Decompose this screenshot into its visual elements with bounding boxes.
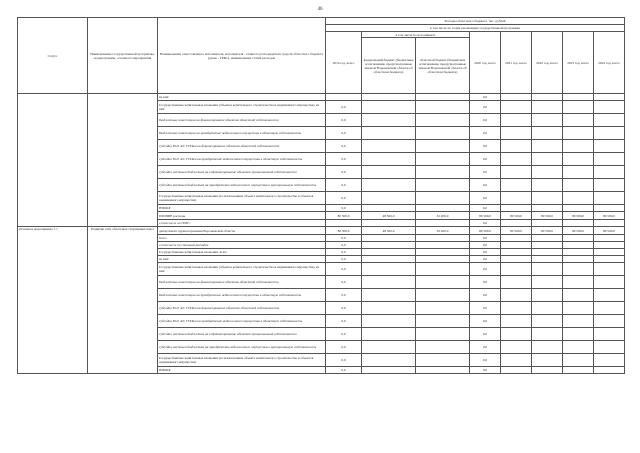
header-program: Наименование государственной программы, подпрограммы, основного мероприятия <box>88 18 158 94</box>
header-including: в том числе по источникам: <box>362 32 470 38</box>
main-event-status: Основное мероприятие 7.1 <box>18 227 88 374</box>
cell-fed <box>362 127 416 140</box>
cell-reg <box>416 263 470 276</box>
cell-fed: 48 300,0 <box>362 212 416 220</box>
header-total-2019: 2019 год, всего <box>326 32 362 94</box>
cell-v2019: 0,0 <box>326 315 362 328</box>
cell-reg <box>416 166 470 179</box>
cell-v2020: 0,0 <box>470 166 501 179</box>
cell-v2023 <box>563 249 594 256</box>
cell-v2024: 80 500,0 <box>594 212 625 220</box>
cell-v2023 <box>563 328 594 341</box>
cell-fed <box>362 341 416 354</box>
row-label: Государственные капитальные вложения (объекты капитального строительства и недвижимого имущества), из них: <box>158 101 326 114</box>
header-executor: Наименование ответственного исполнителя, исполнителя - главного распорядителя средств областного бюджета (далее - ГРБС), наименование статей расходов <box>158 18 326 94</box>
cell-v2022 <box>532 153 563 166</box>
header-year-2022: 2022 год, всего <box>532 32 563 94</box>
cell-v2022 <box>532 140 563 153</box>
cell-reg <box>416 94 470 101</box>
cell-v2022 <box>532 256 563 263</box>
cell-v2019: 80 500,0 <box>326 227 362 235</box>
cell-v2024 <box>594 179 625 192</box>
cell-v2020: 0,0 <box>470 341 501 354</box>
cell-v2021 <box>501 263 532 276</box>
cell-v2024 <box>594 302 625 315</box>
cell-fed <box>362 192 416 205</box>
row-label: всего <box>158 235 326 242</box>
cell-fed <box>362 205 416 212</box>
cell-v2020: 80 500,0 <box>470 227 501 235</box>
row-label: субсидии местным бюджетам на приобретение недвижимого имущества в муниципальную собственность <box>158 341 326 354</box>
cell-v2022 <box>532 235 563 242</box>
cell-v2019: 0,0 <box>326 205 362 212</box>
cell-v2021 <box>501 220 532 227</box>
cell-v2021 <box>501 242 532 249</box>
cell-v2023 <box>563 235 594 242</box>
cell-v2023 <box>563 94 594 101</box>
cell-v2022 <box>532 114 563 127</box>
cell-fed <box>362 289 416 302</box>
cell-v2021 <box>501 114 532 127</box>
cell-v2020: 80 500,0 <box>470 212 501 220</box>
cell-v2020: 0,0 <box>470 263 501 276</box>
row-label: субсидии местным бюджетам на софинансирование объектов муниципальной собственности <box>158 328 326 341</box>
cell-v2022 <box>532 179 563 192</box>
cell-v2019: 0,0 <box>326 249 362 256</box>
cell-v2024 <box>594 249 625 256</box>
cell-v2022 <box>532 302 563 315</box>
cell-reg <box>416 276 470 289</box>
cell-v2019: 0,0 <box>326 153 362 166</box>
cell-v2020: 0,0 <box>470 249 501 256</box>
cell-v2024 <box>594 315 625 328</box>
cell-v2019: 80 500,0 <box>326 212 362 220</box>
cell-v2022 <box>532 315 563 328</box>
cell-v2021 <box>501 166 532 179</box>
cell-v2020: 0,0 <box>470 289 501 302</box>
row-label: ПРОЧИЕ расходы <box>158 212 326 220</box>
cell-v2022 <box>532 192 563 205</box>
row-label: Государственные капитальные вложения (объекты капитального строительства и недвижимого имущества), из них: <box>158 263 326 276</box>
cell-v2023 <box>563 242 594 249</box>
cell-reg <box>416 235 470 242</box>
cell-v2024 <box>594 367 625 374</box>
cell-v2024 <box>594 276 625 289</box>
cell-v2021 <box>501 276 532 289</box>
cell-fed <box>362 249 416 256</box>
cell-v2024 <box>594 242 625 249</box>
cell-v2019: 0,0 <box>326 166 362 179</box>
cell-v2024 <box>594 235 625 242</box>
cell-v2020: 0,0 <box>470 220 501 227</box>
cell-v2023 <box>563 114 594 127</box>
cell-v2024 <box>594 114 625 127</box>
cell-v2021 <box>501 153 532 166</box>
cell-v2019: 0,0 <box>326 114 362 127</box>
cell-v2019: 0,0 <box>326 328 362 341</box>
cell-v2023 <box>563 127 594 140</box>
cell-reg <box>416 220 470 227</box>
cell-v2020: 0,0 <box>470 127 501 140</box>
cell-v2019: 0,0 <box>326 127 362 140</box>
cell-reg <box>416 367 470 374</box>
cell-v2023 <box>563 166 594 179</box>
cell-reg <box>416 328 470 341</box>
cell-v2021 <box>501 341 532 354</box>
cell-v2020: 0,0 <box>470 315 501 328</box>
cell-v2021 <box>501 249 532 256</box>
cell-v2020: 0,0 <box>470 367 501 374</box>
cell-v2023 <box>563 354 594 367</box>
cell-v2022 <box>532 289 563 302</box>
cell-v2024 <box>594 256 625 263</box>
row-label: субсидии ЮЛ, АУ, ГУПам на приобретение недвижимого имущества в областную собственность <box>158 315 326 328</box>
row-label: Государственные капитальные вложения (за исключением объекта капитального строительства и объектов недвижимого имущества) <box>158 354 326 367</box>
cell-reg <box>416 242 470 249</box>
header-by-years: в том числе по годам реализации государственной программы <box>326 25 625 32</box>
cell-v2023 <box>563 315 594 328</box>
row-label: в том числе по статьям расходов <box>158 242 326 249</box>
header-year-2021: 2021 год, всего <box>501 32 532 94</box>
cell-v2024 <box>594 153 625 166</box>
cell-reg <box>416 192 470 205</box>
cell-v2019: 0,0 <box>326 354 362 367</box>
cell-v2024 <box>594 205 625 212</box>
cell-v2021 <box>501 205 532 212</box>
cell-v2022 <box>532 94 563 101</box>
cell-v2021 <box>501 367 532 374</box>
cell-v2024 <box>594 101 625 114</box>
cell-reg <box>416 302 470 315</box>
cell-v2020: 0,0 <box>470 256 501 263</box>
cell-v2021 <box>501 235 532 242</box>
cell-v2021 <box>501 94 532 101</box>
row-label: в том числе по ГРБС: <box>158 220 326 227</box>
cell-v2022 <box>532 166 563 179</box>
row-label: субсидии местным бюджетам на приобретение недвижимого имущества в муниципальную собственность <box>158 179 326 192</box>
header-year-2020: 2020 год, всего <box>470 32 501 94</box>
cell-v2020: 0,0 <box>470 235 501 242</box>
cell-v2021 <box>501 302 532 315</box>
cell-v2019: 0,0 <box>326 192 362 205</box>
cell-v2021 <box>501 140 532 153</box>
cell-v2019: 0,0 <box>326 341 362 354</box>
page-number: 46 <box>317 7 323 12</box>
row-label: субсидии местным бюджетам на софинансирование объектов муниципальной собственности <box>158 166 326 179</box>
cell-reg <box>416 101 470 114</box>
row-label: субсидии ЮЛ, АУ, ГУПам на финансирование объектов областной собственности <box>158 140 326 153</box>
cell-v2022 <box>532 249 563 256</box>
cell-v2024 <box>594 263 625 276</box>
row-label: Государственные капитальные вложения, всего <box>158 249 326 256</box>
cell-v2023 <box>563 205 594 212</box>
row-label: субсидии ЮЛ, АУ, ГУПам на приобретение недвижимого имущества в областную собственность <box>158 153 326 166</box>
status-cell <box>18 94 88 227</box>
cell-v2022 <box>532 242 563 249</box>
cell-fed: 48 300,0 <box>362 227 416 235</box>
cell-fed <box>362 220 416 227</box>
cell-reg: 32 200,0 <box>416 212 470 220</box>
cell-v2020: 0,0 <box>470 354 501 367</box>
cell-v2022 <box>532 101 563 114</box>
cell-v2019: 0,0 <box>326 140 362 153</box>
cell-v2024 <box>594 192 625 205</box>
cell-v2022: 80 500,0 <box>532 227 563 235</box>
cell-fed <box>362 166 416 179</box>
cell-reg <box>416 289 470 302</box>
header-federal: федеральный бюджет (бюджетные ассигнования, предусмотренные законом Воронежской области об областном бюджете) <box>362 38 416 94</box>
cell-v2021 <box>501 101 532 114</box>
cell-v2023: 80 500,0 <box>563 227 594 235</box>
cell-reg <box>416 205 470 212</box>
cell-v2020: 0,0 <box>470 179 501 192</box>
cell-v2019: 0,0 <box>326 101 362 114</box>
cell-v2023 <box>563 256 594 263</box>
cell-v2021 <box>501 315 532 328</box>
cell-v2020: 0,0 <box>470 140 501 153</box>
cell-v2022: 80 500,0 <box>532 212 563 220</box>
row-label: НИОКР <box>158 205 326 212</box>
cell-v2020: 0,0 <box>470 101 501 114</box>
header-expenses-title: Расходы областного бюджета, тыс. рублей <box>326 18 625 25</box>
cell-v2024 <box>594 127 625 140</box>
cell-v2023: 80 500,0 <box>563 212 594 220</box>
cell-v2020: 0,0 <box>470 153 501 166</box>
cell-v2023 <box>563 140 594 153</box>
cell-v2020: 0,0 <box>470 192 501 205</box>
cell-v2024 <box>594 328 625 341</box>
cell-v2024 <box>594 341 625 354</box>
cell-v2019: 0,0 <box>326 256 362 263</box>
cell-reg <box>416 354 470 367</box>
cell-v2019: 0,0 <box>326 242 362 249</box>
cell-v2020: 0,0 <box>470 276 501 289</box>
row-label: Бюджетные инвестиции на приобретение недвижимого имущества в областную собственность <box>158 127 326 140</box>
cell-v2023 <box>563 276 594 289</box>
cell-fed <box>362 242 416 249</box>
cell-v2023 <box>563 263 594 276</box>
cell-v2021 <box>501 256 532 263</box>
cell-v2021 <box>501 127 532 140</box>
cell-v2020: 0,0 <box>470 205 501 212</box>
cell-v2019: 0,0 <box>326 263 362 276</box>
cell-v2023 <box>563 341 594 354</box>
cell-v2021 <box>501 179 532 192</box>
cell-v2023 <box>563 302 594 315</box>
cell-v2021 <box>501 354 532 367</box>
cell-v2024 <box>594 166 625 179</box>
cell-v2019: 0,0 <box>326 179 362 192</box>
cell-v2019 <box>326 220 362 227</box>
cell-reg <box>416 179 470 192</box>
cell-v2023 <box>563 289 594 302</box>
row-label: из них: <box>158 94 326 101</box>
cell-v2022 <box>532 263 563 276</box>
cell-fed <box>362 315 416 328</box>
cell-v2020: 0,0 <box>470 328 501 341</box>
header-regional: областной бюджет (бюджетные ассигнования, предусмотренные законом Воронежской области об областном бюджете) <box>416 38 470 94</box>
cell-reg <box>416 249 470 256</box>
header-status: Статус <box>18 18 88 94</box>
cell-fed <box>362 114 416 127</box>
cell-v2022 <box>532 205 563 212</box>
cell-reg <box>416 315 470 328</box>
cell-v2022 <box>532 341 563 354</box>
cell-reg <box>416 341 470 354</box>
cell-v2019: 0,0 <box>326 276 362 289</box>
cell-fed <box>362 354 416 367</box>
program-cell <box>88 94 158 227</box>
cell-fed <box>362 256 416 263</box>
cell-v2021: 80 500,0 <box>501 227 532 235</box>
cell-v2024 <box>594 140 625 153</box>
row-label: из них: <box>158 256 326 263</box>
cell-v2021: 80 500,0 <box>501 212 532 220</box>
cell-v2022 <box>532 328 563 341</box>
cell-v2023 <box>563 192 594 205</box>
row-label: субсидии ЮЛ, АУ, ГУПам на финансирование объектов областной собственности <box>158 302 326 315</box>
cell-fed <box>362 302 416 315</box>
cell-v2020: 0,0 <box>470 242 501 249</box>
cell-v2020: 0,0 <box>470 114 501 127</box>
cell-fed <box>362 367 416 374</box>
table-row <box>18 227 625 235</box>
cell-v2022 <box>532 354 563 367</box>
cell-v2023 <box>563 220 594 227</box>
cell-v2023 <box>563 367 594 374</box>
cell-reg: 32 200,0 <box>416 227 470 235</box>
cell-fed <box>362 94 416 101</box>
cell-fed <box>362 153 416 166</box>
cell-v2020: 0,0 <box>470 94 501 101</box>
cell-fed <box>362 235 416 242</box>
cell-v2021 <box>501 289 532 302</box>
cell-fed <box>362 263 416 276</box>
cell-reg <box>416 140 470 153</box>
cell-reg <box>416 127 470 140</box>
cell-v2019: 0,0 <box>326 289 362 302</box>
cell-v2020: 0,0 <box>470 302 501 315</box>
cell-v2024 <box>594 354 625 367</box>
row-label: Бюджетные инвестиции на финансирование объектов областной собственности <box>158 114 326 127</box>
cell-v2022 <box>532 127 563 140</box>
cell-v2019: 0,0 <box>326 235 362 242</box>
cell-fed <box>362 276 416 289</box>
cell-v2022 <box>532 367 563 374</box>
row-label: НИОКР <box>158 367 326 374</box>
cell-reg <box>416 114 470 127</box>
row-label: Бюджетные инвестиции на финансирование объектов областной собственности <box>158 276 326 289</box>
cell-v2023 <box>563 179 594 192</box>
row-label: Государственные капитальные вложения (за исключением объекта капитального строительства и объектов недвижимого имущества) <box>158 192 326 205</box>
budget-table <box>17 17 625 374</box>
table-row <box>18 94 625 101</box>
cell-v2023 <box>563 153 594 166</box>
cell-v2019: 0,0 <box>326 367 362 374</box>
cell-v2019 <box>326 94 362 101</box>
cell-v2022 <box>532 276 563 289</box>
cell-v2023 <box>563 101 594 114</box>
cell-reg <box>416 153 470 166</box>
cell-v2022 <box>532 220 563 227</box>
cell-v2024 <box>594 289 625 302</box>
cell-reg <box>416 256 470 263</box>
main-event-name: Развитие сети областных спортивных школ <box>88 227 158 374</box>
cell-v2021 <box>501 192 532 205</box>
cell-v2024 <box>594 220 625 227</box>
cell-fed <box>362 328 416 341</box>
cell-fed <box>362 101 416 114</box>
row-label: Бюджетные инвестиции на приобретение недвижимого имущества в областную собственность <box>158 289 326 302</box>
cell-v2024 <box>594 94 625 101</box>
cell-v2019: 0,0 <box>326 302 362 315</box>
cell-v2021 <box>501 328 532 341</box>
cell-fed <box>362 179 416 192</box>
header-year-2024: 2024 год, всего <box>594 32 625 94</box>
cell-fed <box>362 140 416 153</box>
row-label: департамент здравоохранения Воронежской области <box>158 227 326 235</box>
cell-v2024: 80 500,0 <box>594 227 625 235</box>
header-year-2023: 2023 год, всего <box>563 32 594 94</box>
